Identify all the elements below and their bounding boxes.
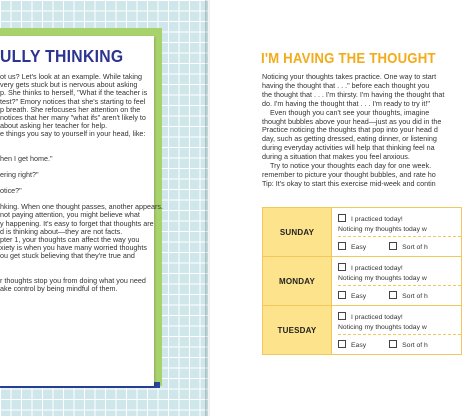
left-page	[0, 0, 208, 416]
body-line: Even though you can't see your thoughts, imagine	[270, 107, 430, 117]
easy-label: Easy	[351, 244, 367, 251]
row-divider	[338, 334, 461, 335]
body-line: not paying attention, you might believe what	[0, 210, 140, 220]
body-line: otice?"	[0, 186, 22, 196]
body-line: Practice noticing the thoughts that pop into your head d	[262, 125, 438, 135]
body-line: test?" Emory notices that she's starting to feel	[0, 96, 146, 106]
row-divider	[338, 236, 461, 237]
body-line: very gets stuck but is nervous about asking	[0, 80, 138, 90]
body-line: about asking her teacher for help.	[0, 121, 108, 131]
practiced-label: I practiced today!	[351, 314, 403, 321]
body-line: e things you say to yourself in your head, like:	[0, 129, 146, 139]
right-page-body	[262, 73, 462, 189]
sort-of-label: Sort of h	[402, 293, 428, 300]
day-label: SUNDAY	[263, 208, 332, 257]
left-page-heading: ULLY THINKING	[0, 46, 124, 66]
body-line: ake control by being mindful of them.	[0, 283, 118, 293]
body-line: r thoughts stop you from doing what you need	[0, 275, 146, 285]
noticing-label: Noticing my thoughts today w	[338, 324, 427, 331]
body-line: Tip: It's okay to start this exercise mid-week and contin	[262, 178, 436, 188]
tracker-options	[332, 208, 462, 257]
body-line: hen I get home."	[0, 153, 53, 163]
practiced-checkbox[interactable]	[338, 263, 346, 271]
tracker-options	[332, 306, 462, 355]
body-line: during a situation that makes you feel anxious.	[262, 152, 410, 162]
body-line: ou get stuck believing that they're true and	[0, 251, 135, 261]
body-line: d is thinking about—they are not facts.	[0, 226, 123, 236]
body-line: the thought that . . . I'm thirsty. I'm having the thought that	[262, 89, 445, 99]
body-line: do. I'm having the thought that . . . I'm ready to try it!"	[262, 98, 430, 108]
body-line: Noticing your thoughts takes practice. One way to start	[262, 72, 437, 81]
body-line: y happening. It's easy to forget that thoughts are	[0, 218, 154, 228]
noticing-label: Noticing my thoughts today w	[338, 275, 427, 282]
day-label: TUESDAY	[263, 306, 332, 355]
easy-label: Easy	[351, 293, 367, 300]
body-line: hking. When one thought passes, another appears.	[0, 202, 164, 212]
practiced-label: I practiced today!	[351, 216, 403, 223]
difficulty-scale	[338, 340, 428, 349]
practiced-checkbox[interactable]	[338, 312, 346, 320]
body-line: remember to picture your thought bubbles, and rate ho	[262, 169, 436, 179]
sort-of-checkbox[interactable]	[389, 340, 397, 348]
tracker-row	[263, 257, 462, 306]
row-divider	[338, 285, 461, 286]
sort-of-checkbox[interactable]	[389, 242, 397, 250]
right-page	[210, 0, 445, 416]
thought-tracker-table	[262, 207, 462, 355]
blank-line	[0, 139, 146, 147]
body-line: p breath. She refocuses her attention on the	[0, 104, 141, 114]
left-page-body	[0, 72, 164, 293]
body-line: Try to notice your thoughts each day for one week.	[270, 161, 432, 171]
right-page-heading: I'M HAVING THE THOUGHT	[261, 50, 436, 67]
sort-of-checkbox[interactable]	[389, 291, 397, 299]
sort-of-label: Sort of h	[402, 342, 428, 349]
easy-checkbox[interactable]	[338, 242, 346, 250]
blank-line	[0, 261, 146, 269]
difficulty-scale	[338, 242, 428, 251]
body-line: ering right?"	[0, 169, 39, 179]
body-line: during everyday activities will help that thinking feel na	[262, 143, 435, 153]
body-line: having the thought that . . ." before each thought you	[262, 80, 430, 90]
body-line: thought bubbles above your head—just as you did in the	[262, 116, 442, 126]
sort-of-label: Sort of h	[402, 244, 428, 251]
difficulty-scale	[338, 291, 428, 300]
tracker-options	[332, 257, 462, 306]
tracker-row	[263, 208, 462, 257]
body-line: notices that her many "what ifs" aren't likely to	[0, 113, 146, 123]
body-line: ot us? Let's look at an example. While taking	[0, 72, 143, 81]
body-line: day, such as getting dressed, eating dinner, or listening	[262, 134, 437, 144]
body-line: xiety is when you have many worried thoughts	[0, 243, 148, 253]
day-label: MONDAY	[263, 257, 332, 306]
practiced-option[interactable]	[338, 214, 403, 223]
noticing-label: Noticing my thoughts today w	[338, 226, 427, 233]
easy-checkbox[interactable]	[338, 340, 346, 348]
practiced-option[interactable]	[338, 263, 403, 272]
body-line: pter 1, your thoughts can affect the way you	[0, 235, 140, 245]
practiced-option[interactable]	[338, 312, 403, 321]
easy-checkbox[interactable]	[338, 291, 346, 299]
body-line: p. She thinks to herself, "What if the teacher is	[0, 88, 148, 98]
tracker-row	[263, 306, 462, 355]
easy-label: Easy	[351, 342, 367, 349]
practiced-checkbox[interactable]	[338, 214, 346, 222]
practiced-label: I practiced today!	[351, 265, 403, 272]
